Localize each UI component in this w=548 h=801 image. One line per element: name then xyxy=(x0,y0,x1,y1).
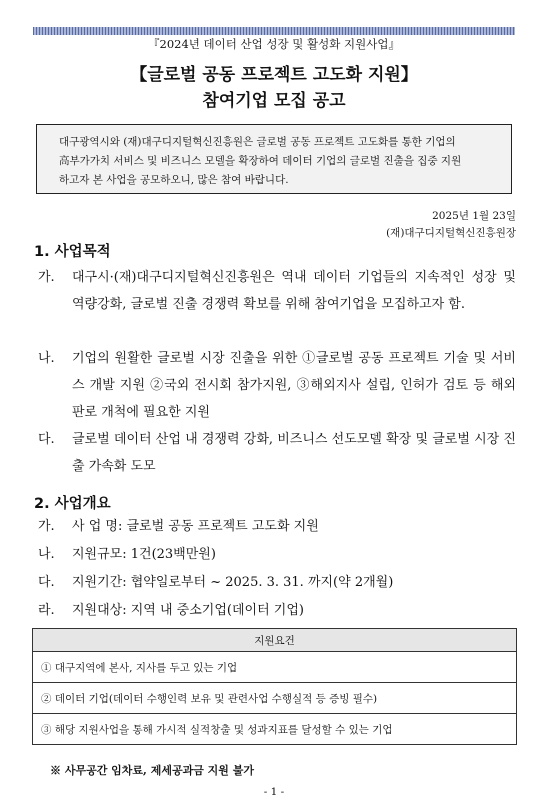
purpose-item xyxy=(38,264,516,318)
requirements-header: 지원요건 xyxy=(33,629,517,652)
item-marker: 가. xyxy=(38,270,55,285)
table-header-row xyxy=(33,629,517,652)
section-heading-overview: 2. 사업개요 xyxy=(34,496,111,512)
item-text: 사 업 명: 글로벌 공동 프로젝트 고도화 지원 xyxy=(72,519,319,534)
table-row xyxy=(33,714,517,745)
announcement-date: 2025년 1월 23일 xyxy=(432,210,516,222)
program-subtitle: 『2024년 데이터 산업 성장 및 활성화 지원사업』 xyxy=(148,37,400,51)
purpose-item xyxy=(38,426,516,480)
table-row xyxy=(33,683,517,714)
header-decorative-bar xyxy=(33,27,515,35)
requirement-cell: ② 데이터 기업(데이터 수행인력 보유 및 관련사업 수행실적 등 증빙 필수) xyxy=(33,683,517,714)
item-text: 대구시·(재)대구디지털혁신진흥원은 역내 데이터 기업들의 지속적인 성장 및 역량강화, 글로벌 진출 경쟁력 확보를 위해 참여기업을 모집하고자 함. xyxy=(72,270,516,312)
item-text: 글로벌 데이터 산업 내 경쟁력 강화, 비즈니스 선도모델 확장 및 글로벌 시장 진출 가속화 도모 xyxy=(72,432,516,474)
intro-box xyxy=(36,124,512,194)
announcement-title: 【글로벌 공동 프로젝트 고도화 지원】 xyxy=(130,65,418,85)
item-text: 지원대상: 지역 내 중소기업(데이터 기업) xyxy=(72,603,304,618)
exclusion-note: ※ 사무공간 임차료, 제세공과금 지원 불가 xyxy=(50,764,254,777)
overview-item xyxy=(38,573,516,593)
intro-line: 高부가가치 서비스 및 비즈니스 모델을 확장하여 데이터 기업의 글로벌 진출을 집중 지원 xyxy=(59,155,462,167)
item-marker: 다. xyxy=(38,432,55,447)
intro-line: 대구광역시와 (재)대구디지털혁신진흥원은 글로벌 공동 프로젝트 고도화를 통한 기업의 xyxy=(59,136,456,148)
item-marker: 나. xyxy=(38,547,55,562)
page-number: - 1 - xyxy=(263,786,285,798)
requirements-table xyxy=(32,628,517,745)
section-heading-purpose: 1. 사업목적 xyxy=(34,244,111,260)
item-marker: 다. xyxy=(38,575,55,590)
overview-item xyxy=(38,545,516,565)
table-row xyxy=(33,652,517,683)
item-text: 기업의 원활한 글로벌 시장 진출을 위한 ①글로벌 공동 프로젝트 기술 및 서비스 개발 지원 ②국외 전시회 참가지원, ③해외지사 설립, 인허가 검토 등 해외 판로 개척에 필요한 지원 xyxy=(72,351,516,420)
requirement-cell: ③ 해당 지원사업을 통해 가시적 실적창출 및 성과지표를 달성할 수 있는 기업 xyxy=(33,714,517,745)
intro-line: 하고자 본 사업을 공모하오니, 많은 참여 바랍니다. xyxy=(59,174,289,186)
overview-item xyxy=(38,601,516,621)
item-marker: 라. xyxy=(38,603,55,618)
item-marker: 가. xyxy=(38,519,55,534)
overview-item xyxy=(38,517,516,537)
purpose-item xyxy=(38,345,516,426)
item-text: 지원기간: 협약일로부터 ~ 2025. 3. 31. 까지(약 2개월) xyxy=(72,575,394,590)
issuing-organization: (재)대구디지털혁신진흥원장 xyxy=(386,227,516,239)
requirement-cell: ① 대구지역에 본사, 지사를 두고 있는 기업 xyxy=(33,652,517,683)
announcement-subtitle: 참여기업 모집 공고 xyxy=(202,91,346,111)
item-marker: 나. xyxy=(38,351,55,366)
item-text: 지원규모: 1건(23백만원) xyxy=(72,547,216,562)
